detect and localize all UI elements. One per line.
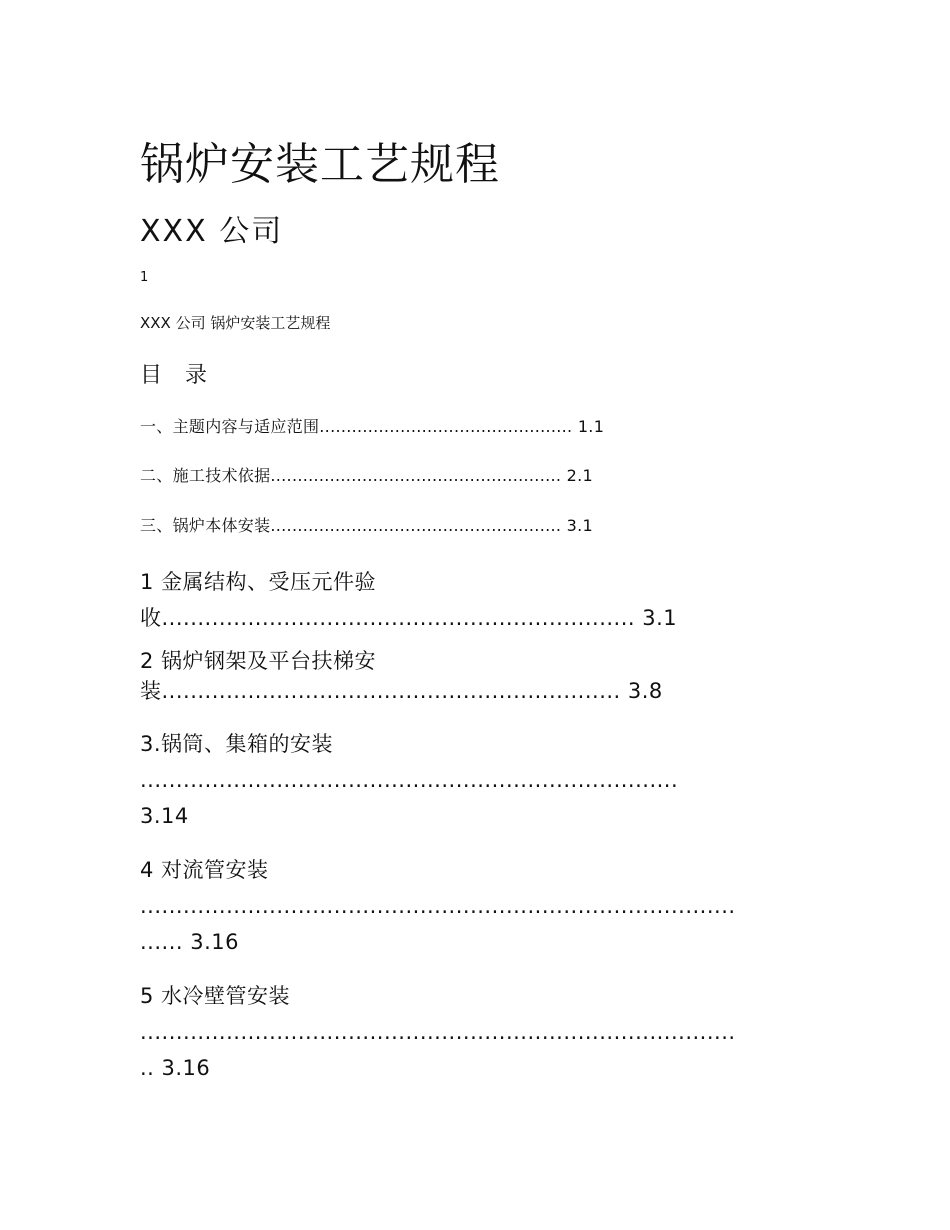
page-number: 1 [140,270,149,285]
toc-entry-page: .. 3.16 [140,1056,211,1080]
toc-entry-leader: 收.................................................................. 3.1 [140,606,678,630]
toc-entry-drum-header[interactable] [140,726,805,834]
toc-entry-text: 3.锅筒、集箱的安装 [140,732,334,756]
toc-entry-page: 3.14 [140,804,189,828]
toc-entry-leader: ........................................................................... [140,768,679,792]
company-name: XXX 公司 [140,214,284,249]
toc-entry-water-wall[interactable] [140,978,805,1086]
toc-entry-steel-frame[interactable] [140,646,805,706]
toc-entry-body-install[interactable]: 三、锅炉本体安装...................................................... 3.1 [140,516,593,535]
toc-entry-scope[interactable]: 一、主题内容与适应范围............................................... 1.1 [140,417,605,436]
toc-entry-metal-structure[interactable] [140,564,805,636]
toc-entry-text: 1 金属结构、受压元件验 [140,570,377,594]
toc-heading: 目 录 [140,363,215,388]
toc-entry-text: 5 水冷壁管安装 [140,984,291,1008]
toc-entry-convection-tube[interactable] [140,852,805,960]
toc-entry-text: 4 对流管安装 [140,858,269,882]
document-title: 锅炉安装工艺规程 [140,139,500,190]
toc-entry-page: ...... 3.16 [140,930,239,954]
toc-entry-leader: 装................................................................ 3.8 [140,679,663,703]
toc-entry-leader: ................................................................................... [140,1020,736,1044]
running-header: XXX 公司 锅炉安装工艺规程 [140,314,331,332]
toc-entry-text: 2 锅炉钢架及平台扶梯安 [140,649,377,673]
toc-entry-basis[interactable]: 二、施工技术依据...................................................... 2.1 [140,466,593,485]
toc-entry-leader: ................................................................................... [140,894,736,918]
